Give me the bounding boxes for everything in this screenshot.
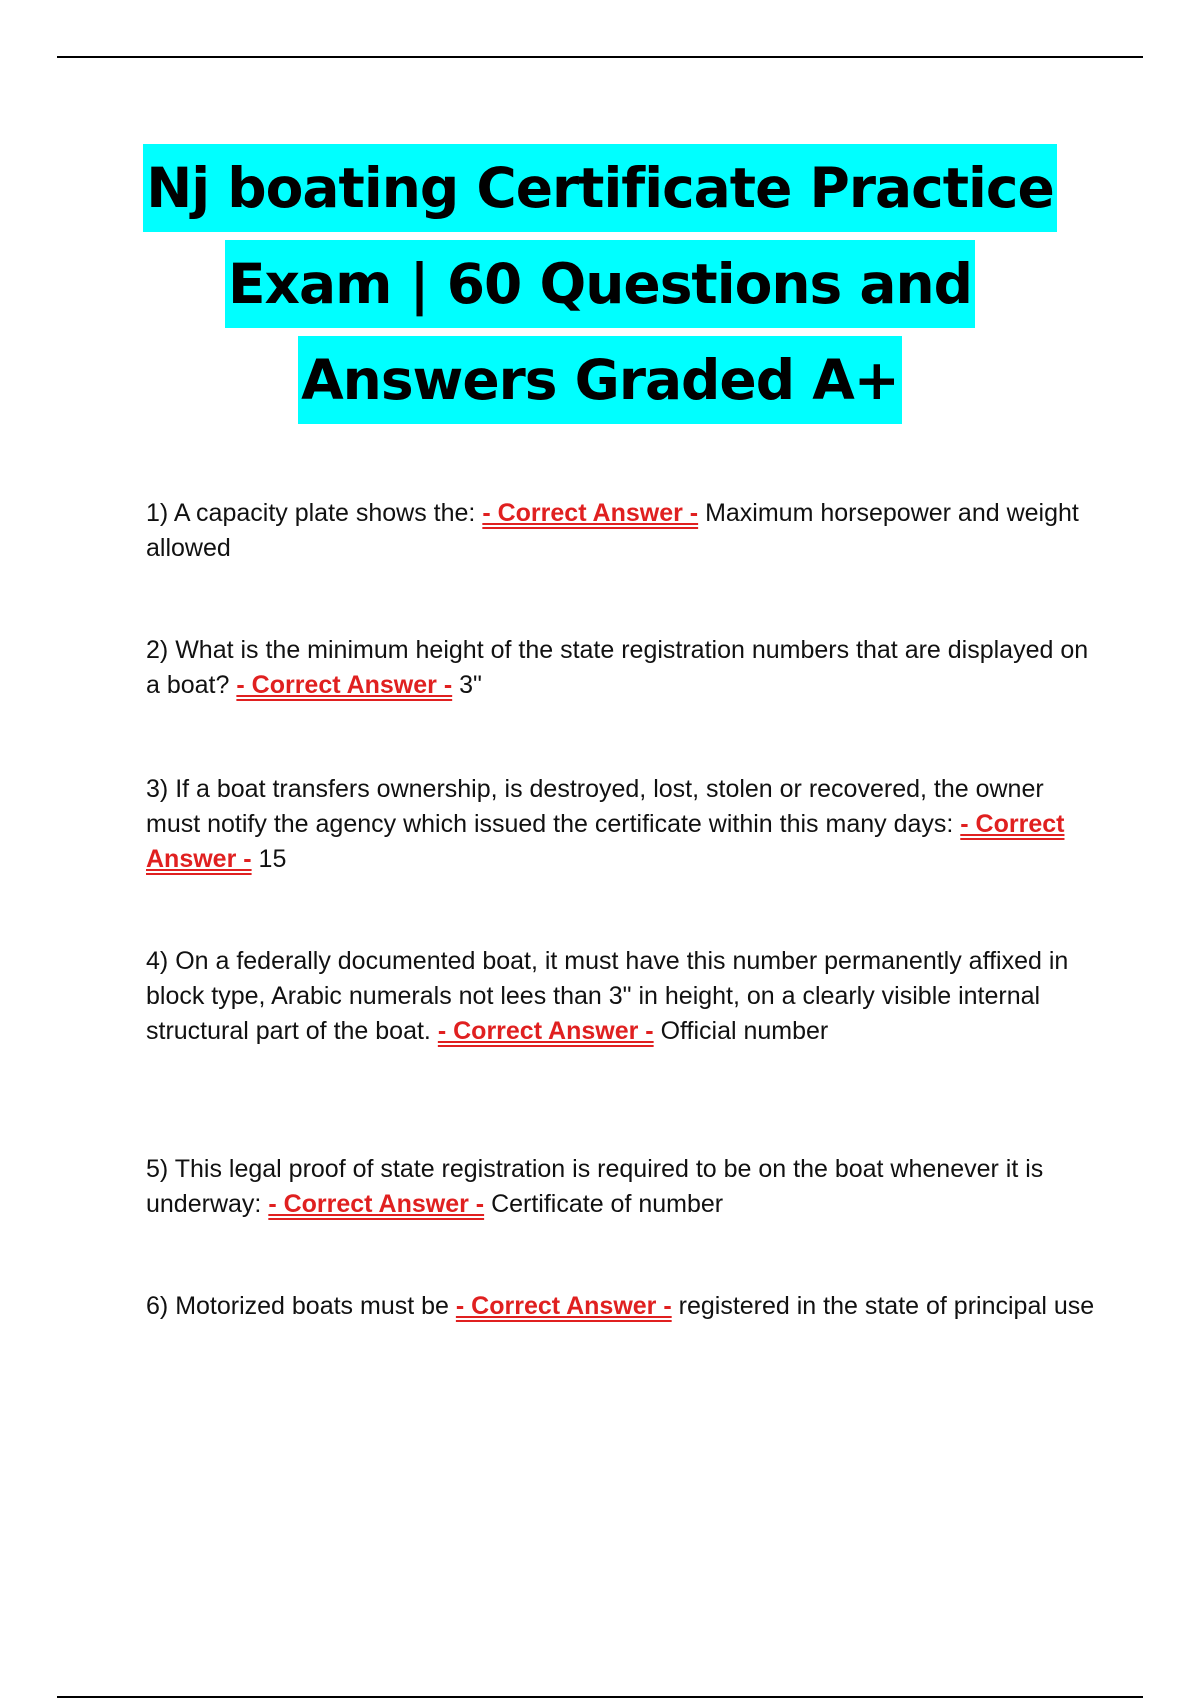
- footer-rule: [57, 1696, 1143, 1698]
- answer-text: Certificate of number: [491, 1190, 724, 1218]
- question-item: [146, 496, 1096, 566]
- title-line-3: Answers Graded A+: [0, 336, 1200, 432]
- question-item: [146, 1289, 1096, 1324]
- question-item: [146, 944, 1096, 1049]
- answer-text: 15: [258, 845, 287, 873]
- question-number: 5): [146, 1155, 169, 1183]
- question-number: 2): [146, 636, 169, 664]
- correct-answer-tag: - Correct Answer -: [146, 810, 1065, 873]
- question-number: 3): [146, 775, 169, 803]
- title-line-1: Nj boating Certificate Practice: [0, 144, 1200, 240]
- correct-answer-tag: - Correct Answer -: [455, 1292, 672, 1320]
- answer-text: Maximum horsepower and weight allowed: [146, 499, 1079, 562]
- document-title: [0, 144, 1200, 432]
- question-item: [146, 1152, 1096, 1222]
- question-text: If a boat transfers ownership, is destroyed, lost, stolen or recovered, the owner must notify the agency which issued the certificate within this many days:: [146, 775, 1044, 838]
- question-item: [146, 772, 1096, 877]
- title-line-2: Exam | 60 Questions and: [0, 240, 1200, 336]
- question-item: [146, 633, 1096, 703]
- correct-answer-tag: - Correct Answer -: [236, 671, 453, 699]
- question-number: 1): [146, 499, 169, 527]
- correct-answer-tag: - Correct Answer -: [482, 499, 699, 527]
- correct-answer-tag: - Correct Answer -: [437, 1017, 654, 1045]
- answer-text: 3": [459, 671, 482, 699]
- header-rule: [57, 56, 1143, 58]
- question-text: On a federally documented boat, it must have this number permanently affixed in block type, Arabic numerals not lees than 3" in height, on a clearly visible internal structural part of the boat.: [146, 947, 1069, 1045]
- question-number: 6): [146, 1292, 169, 1320]
- question-text: A capacity plate shows the:: [173, 499, 476, 527]
- question-text: This legal proof of state registration is required to be on the boat whenever it is underway:: [146, 1155, 1044, 1218]
- correct-answer-tag: - Correct Answer -: [268, 1190, 485, 1218]
- question-text: What is the minimum height of the state registration numbers that are displayed on a boat?: [146, 636, 1089, 699]
- question-text: Motorized boats must be: [175, 1292, 449, 1320]
- answer-text: Official number: [660, 1017, 829, 1045]
- question-number: 4): [146, 947, 169, 975]
- answer-text: registered in the state of principal use: [678, 1292, 1095, 1320]
